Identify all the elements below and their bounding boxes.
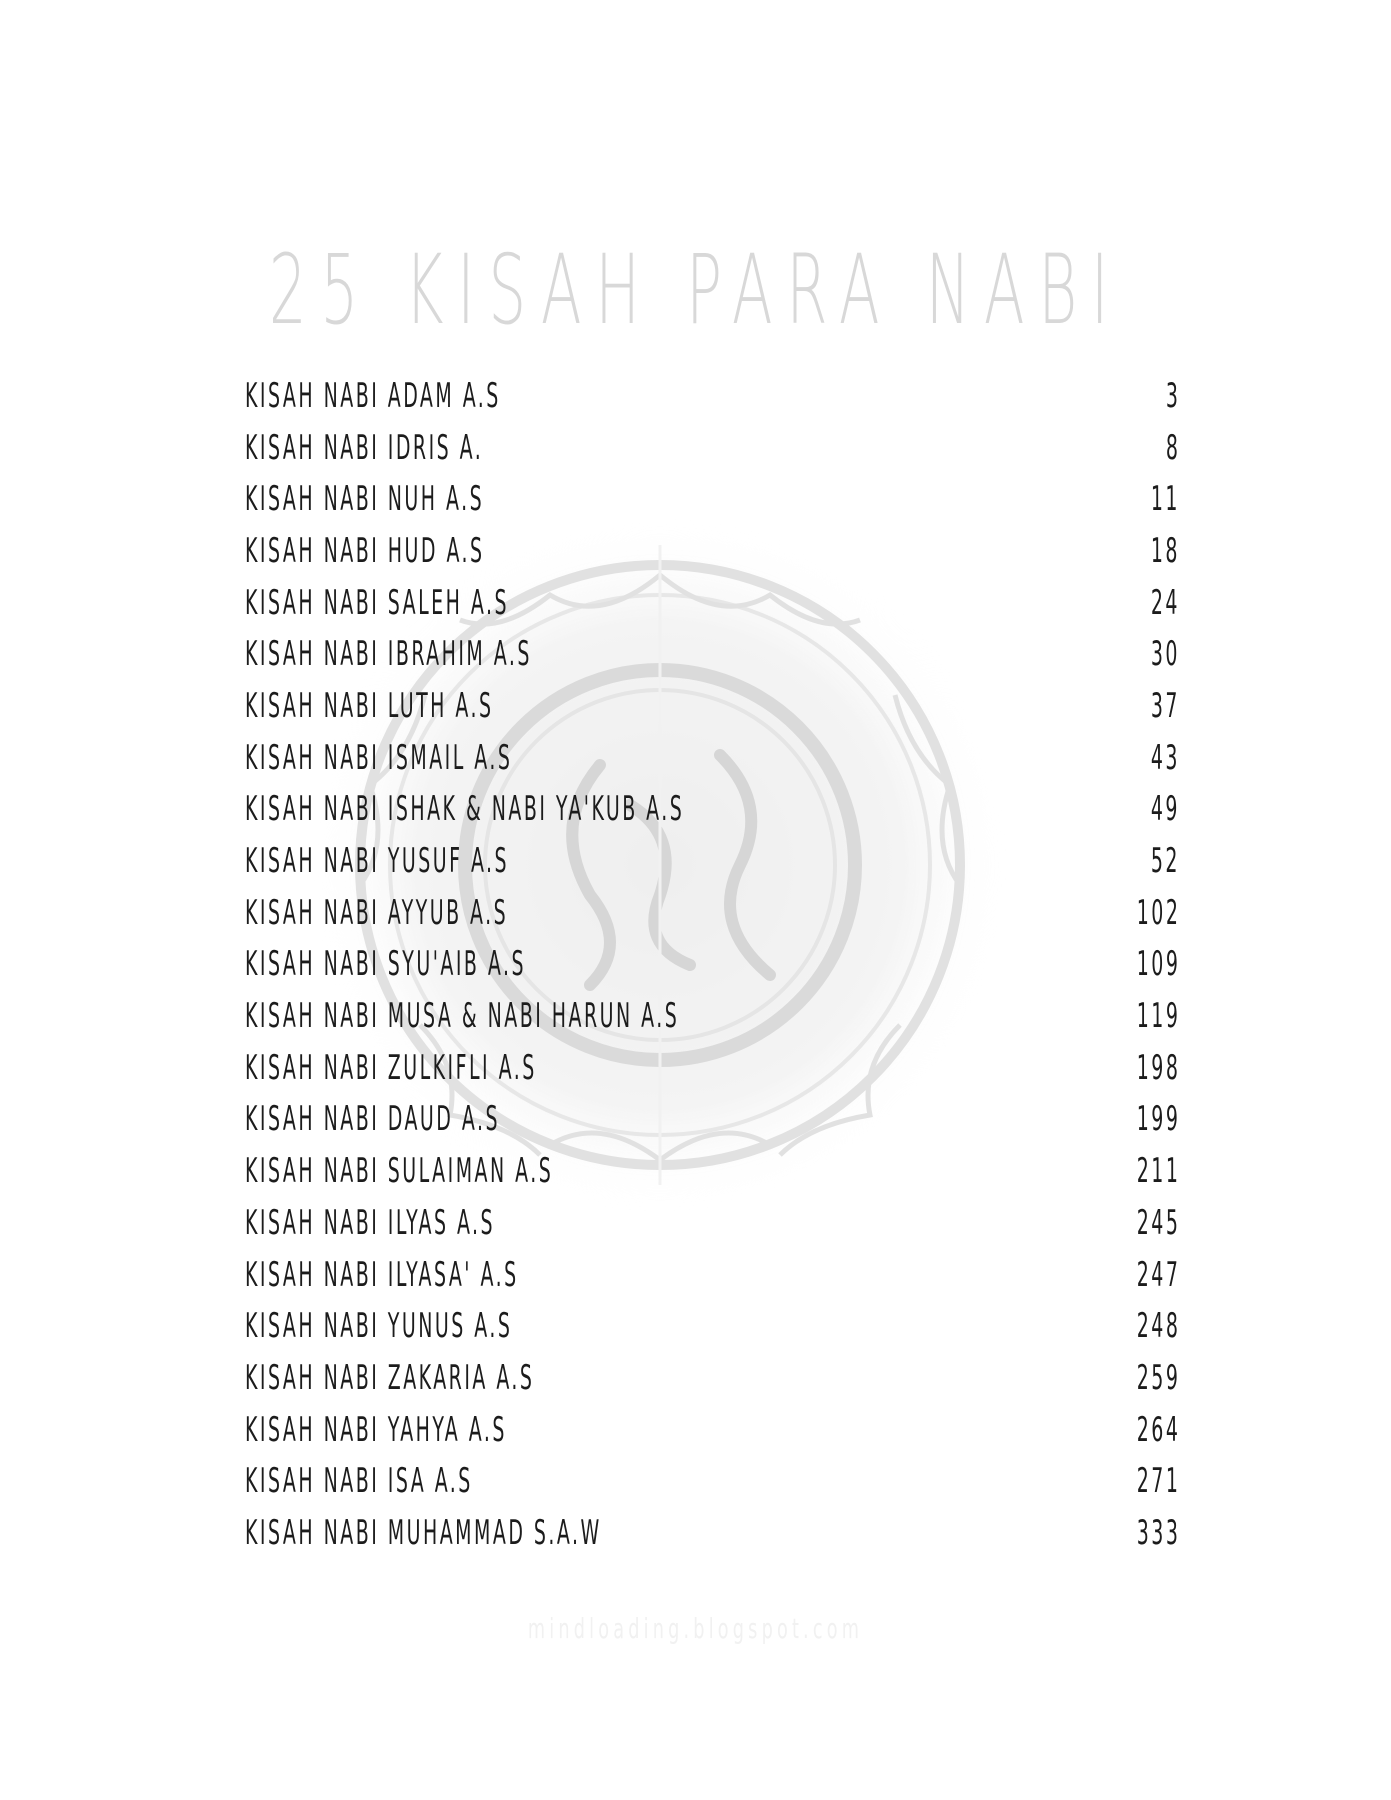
toc-entry-title: KISAH NABI YAHYA A.S (245, 1409, 507, 1450)
toc-entry-title: KISAH NABI ISMAIL A.S (245, 737, 513, 778)
table-of-contents (245, 370, 1180, 1559)
toc-entry-page: 264 (1136, 1409, 1180, 1450)
toc-entry-page: 49 (1150, 789, 1180, 830)
toc-entry[interactable] (245, 525, 1180, 577)
toc-entry-page: 247 (1136, 1254, 1180, 1295)
toc-entry-page: 248 (1136, 1306, 1180, 1347)
toc-entry-page: 52 (1150, 841, 1180, 882)
toc-entry[interactable] (245, 1094, 1180, 1146)
toc-entry-page: 18 (1150, 530, 1180, 571)
toc-entry[interactable] (245, 1352, 1180, 1404)
toc-entry-title: KISAH NABI MUSA & NABI HARUN A.S (245, 996, 680, 1037)
toc-entry[interactable] (245, 784, 1180, 836)
toc-entry[interactable] (245, 1300, 1180, 1352)
toc-entry-title: KISAH NABI LUTH A.S (245, 685, 494, 726)
toc-entry-page: 245 (1136, 1202, 1180, 1243)
toc-entry-title: KISAH NABI ILYASA' A.S (245, 1254, 519, 1295)
toc-entry-title: KISAH NABI ISHAK & NABI YA'KUB A.S (245, 789, 685, 830)
document-title: 25 KISAH PARA NABI (268, 234, 1123, 346)
toc-entry-page: 43 (1150, 737, 1180, 778)
toc-entry[interactable] (245, 577, 1180, 629)
toc-entry-page: 3 (1165, 375, 1180, 416)
toc-entry[interactable] (245, 370, 1180, 422)
toc-entry-title: KISAH NABI AYYUB A.S (245, 892, 509, 933)
toc-entry-title: KISAH NABI YUSUF A.S (245, 841, 510, 882)
toc-entry-page: 11 (1150, 479, 1180, 520)
toc-entry-title: KISAH NABI SULAIMAN A.S (245, 1151, 554, 1192)
toc-entry-page: 199 (1136, 1099, 1180, 1140)
toc-entry-title: KISAH NABI ILYAS A.S (245, 1202, 496, 1243)
toc-entry-title: KISAH NABI ISA A.S (245, 1461, 473, 1502)
toc-entry-page: 198 (1136, 1047, 1180, 1088)
toc-entry-title: KISAH NABI NUH A.S (245, 479, 485, 520)
toc-entry[interactable] (245, 1042, 1180, 1094)
toc-entry-page: 271 (1136, 1461, 1180, 1502)
toc-entry-page: 211 (1136, 1151, 1180, 1192)
footer-watermark-url: mindloading.blogspot.com (527, 1612, 864, 1645)
toc-entry[interactable] (245, 990, 1180, 1042)
toc-entry-title: KISAH NABI ZAKARIA A.S (245, 1357, 535, 1398)
toc-entry-page: 259 (1136, 1357, 1180, 1398)
toc-entry[interactable] (245, 1455, 1180, 1507)
toc-entry-page: 8 (1165, 427, 1180, 468)
toc-entry[interactable] (245, 422, 1180, 474)
toc-entry-page: 30 (1150, 634, 1180, 675)
toc-entry-title: KISAH NABI HUD A.S (245, 530, 485, 571)
toc-entry[interactable] (245, 628, 1180, 680)
toc-entry[interactable] (245, 732, 1180, 784)
toc-entry-title: KISAH NABI DAUD A.S (245, 1099, 500, 1140)
toc-entry-page: 37 (1150, 685, 1180, 726)
toc-entry[interactable] (245, 939, 1180, 991)
toc-entry-page: 109 (1136, 944, 1180, 985)
toc-entry[interactable] (245, 887, 1180, 939)
toc-entry[interactable] (245, 835, 1180, 887)
toc-entry-title: KISAH NABI MUHAMMAD S.A.W (245, 1512, 602, 1553)
toc-entry[interactable] (245, 1249, 1180, 1301)
toc-entry-title: KISAH NABI IDRIS A. (245, 427, 484, 468)
toc-entry-title: KISAH NABI SALEH A.S (245, 582, 509, 623)
toc-entry-title: KISAH NABI IBRAHIM A.S (245, 634, 532, 675)
toc-entry-page: 119 (1136, 996, 1180, 1037)
toc-entry-title: KISAH NABI YUNUS A.S (245, 1306, 513, 1347)
toc-entry-page: 333 (1136, 1512, 1180, 1553)
toc-entry[interactable] (245, 1145, 1180, 1197)
toc-entry[interactable] (245, 473, 1180, 525)
toc-entry-title: KISAH NABI ZULKIFLI A.S (245, 1047, 537, 1088)
toc-entry-page: 24 (1150, 582, 1180, 623)
toc-entry[interactable] (245, 1197, 1180, 1249)
toc-entry[interactable] (245, 680, 1180, 732)
toc-entry[interactable] (245, 1507, 1180, 1559)
toc-entry[interactable] (245, 1404, 1180, 1456)
toc-entry-page: 102 (1136, 892, 1180, 933)
toc-entry-title: KISAH NABI ADAM A.S (245, 375, 501, 416)
toc-entry-title: KISAH NABI SYU'AIB A.S (245, 944, 527, 985)
